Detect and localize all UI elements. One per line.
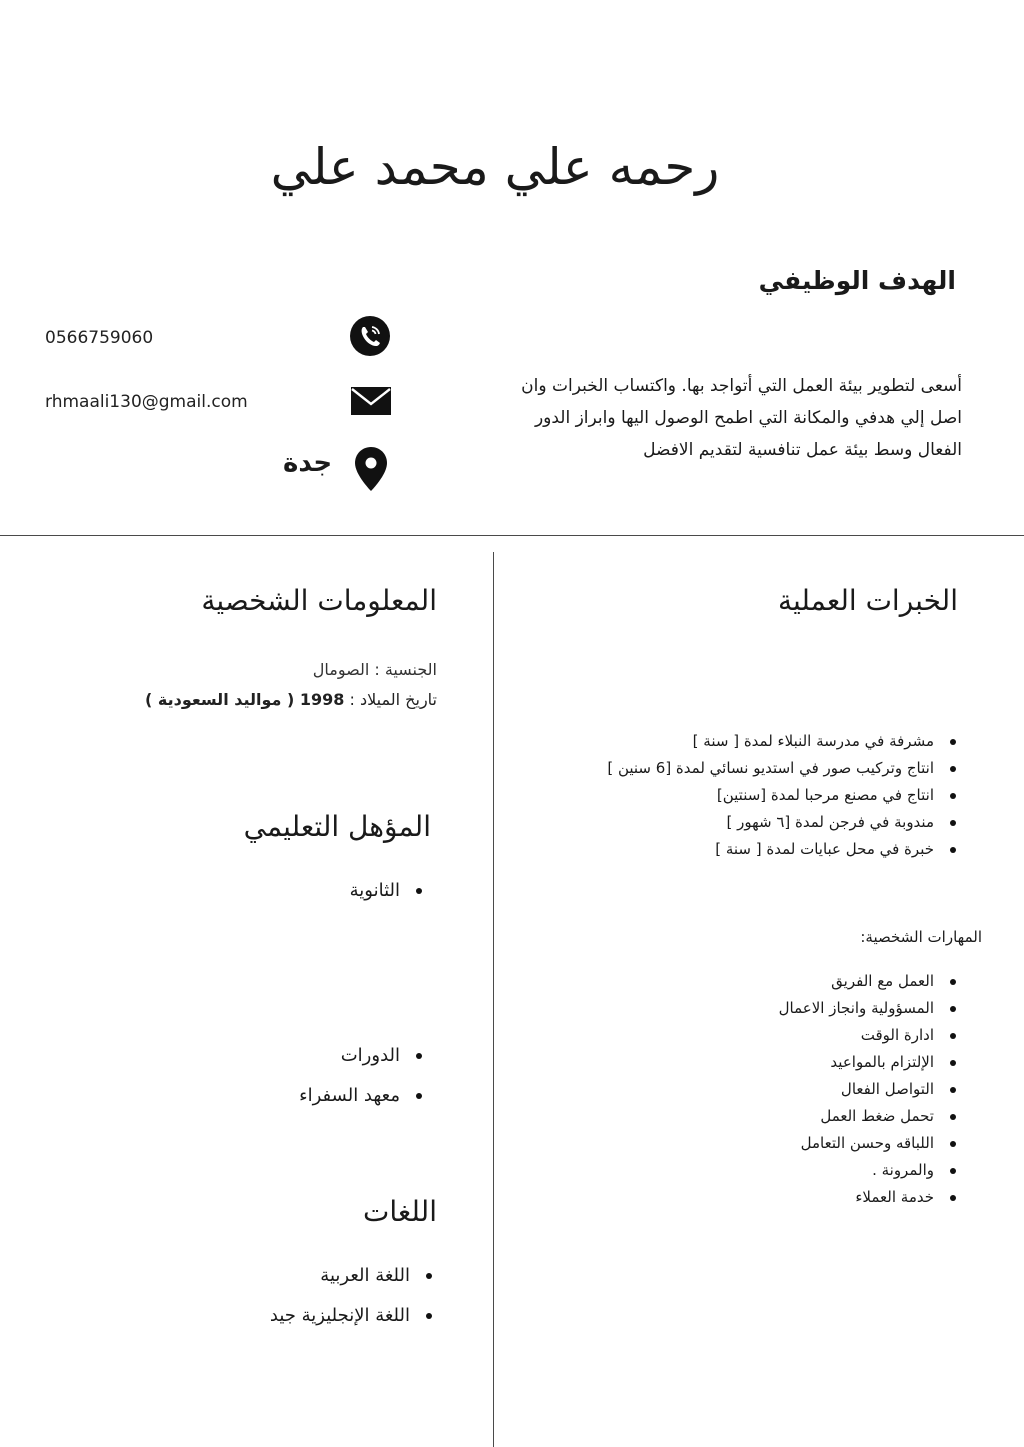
birth-date-value: 1998 ( مواليد السعودية ) xyxy=(145,690,345,709)
location-pin-icon xyxy=(354,446,398,490)
horizontal-divider xyxy=(0,535,1024,536)
list-item: اللغة العربية xyxy=(270,1256,434,1296)
languages-title: اللغات xyxy=(363,1195,437,1228)
objective-title: الهدف الوظيفي xyxy=(758,266,956,295)
list-item: الثانوية xyxy=(350,876,424,906)
list-item: خدمة العملاء xyxy=(779,1184,958,1211)
list-item: انتاج في مصنع مرحبا لمدة [سنتين] xyxy=(607,782,958,809)
mail-icon xyxy=(350,386,394,430)
objective-line: اصل إلي هدفي والمكانة التي اطمح الوصول اليها وابراز الدور xyxy=(534,408,962,428)
list-item: المسؤولية وانجاز الاعمال xyxy=(779,995,958,1022)
phone-icon xyxy=(349,315,393,359)
experience-list xyxy=(607,728,958,863)
list-item: اللغة الإنجليزية جيد xyxy=(270,1296,434,1336)
vertical-divider xyxy=(493,552,494,1447)
objective-line: أسعى لتطوير بيئة العمل التي أتواجد بها. واكتساب الخبرات وان xyxy=(521,376,962,396)
email-address: rhmaali130@gmail.com xyxy=(45,392,248,412)
list-item: انتاج وتركيب صور في استديو نسائي لمدة [6 سنين ] xyxy=(607,755,958,782)
nationality: الجنسية : الصومال xyxy=(312,660,437,679)
list-item: مندوبة في فرجن لمدة [٦ شهور ] xyxy=(607,809,958,836)
list-item: مشرفة في مدرسة النبلاء لمدة [ سنة ] xyxy=(607,728,958,755)
objective-line: الفعال وسط بيئة عمل تنافسية لتقديم الافضل xyxy=(643,440,962,460)
birth-date-label: تاريخ الميلاد : xyxy=(349,690,437,709)
skills-list xyxy=(779,968,958,1211)
skills-title: المهارات الشخصية: xyxy=(860,928,982,946)
list-item: والمرونة . xyxy=(779,1157,958,1184)
list-item: الدورات xyxy=(299,1036,424,1076)
list-item: خبرة في محل عبايات لمدة [ سنة ] xyxy=(607,836,958,863)
courses-list xyxy=(299,1036,424,1116)
phone-number: 0566759060 xyxy=(45,328,154,348)
candidate-name: رحمه علي محمد علي xyxy=(270,138,720,196)
education-list xyxy=(350,876,424,906)
city: جدة xyxy=(283,448,333,478)
list-item: اللباقه وحسن التعامل xyxy=(779,1130,958,1157)
list-item: التواصل الفعال xyxy=(779,1076,958,1103)
education-title: المؤهل التعليمي xyxy=(243,810,431,843)
list-item: تحمل ضغط العمل xyxy=(779,1103,958,1130)
languages-list xyxy=(270,1256,434,1336)
experience-title: الخبرات العملية xyxy=(777,584,958,617)
list-item: العمل مع الفريق xyxy=(779,968,958,995)
list-item: ادارة الوقت xyxy=(779,1022,958,1049)
list-item: الإلتزام بالمواعيد xyxy=(779,1049,958,1076)
list-item: معهد السفراء xyxy=(299,1076,424,1116)
personal-info-title: المعلومات الشخصية xyxy=(201,584,437,617)
birth-date xyxy=(145,690,437,709)
objective-text xyxy=(442,370,962,466)
